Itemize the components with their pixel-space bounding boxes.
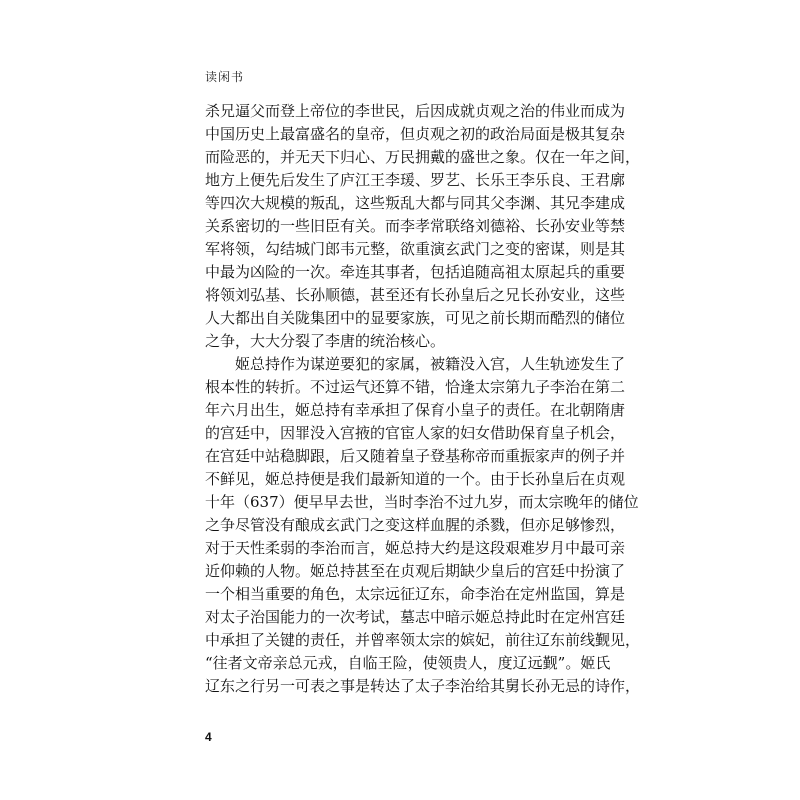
text-line: 将领刘弘基、长孙顺德，甚至还有长孙皇后之兄长孙安业，这些 bbox=[205, 286, 626, 304]
text-line: 中最为凶险的一次。牵连其事者，包括追随高祖太原起兵的重要 bbox=[205, 263, 626, 281]
text-line: 而险恶的，并无天下归心、万民拥戴的盛世之象。仅在一年之间， bbox=[205, 148, 641, 166]
text-line: 年六月出生，姬总持有幸承担了保育小皇子的责任。在北朝隋唐 bbox=[205, 401, 626, 419]
text-line: 之争，大大分裂了李唐的统治核心。 bbox=[205, 332, 446, 350]
text-line: 对于天性柔弱的李治而言，姬总持大约是这段艰难岁月中最可亲 bbox=[205, 539, 626, 557]
text-line: 辽东之行另一可表之事是转达了太子李治给其舅长孙无忌的诗作， bbox=[205, 677, 641, 695]
text-line: 军将领，勾结城门郎韦元整，欲重演玄武门之变的密谋，则是其 bbox=[205, 240, 626, 258]
text-line: 近仰赖的人物。姬总持甚至在贞观后期缺少皇后的宫廷中扮演了 bbox=[205, 562, 626, 580]
text-line: 杀兄逼父而登上帝位的李世民，后因成就贞观之治的伟业而成为 bbox=[205, 102, 626, 120]
text-line: 人大都出自关陇集团中的显要家族，可见之前长期而酷烈的储位 bbox=[205, 309, 626, 327]
text-line: 地方上便先后发生了庐江王李瑗、罗艺、长乐王李乐良、王君廓 bbox=[205, 171, 626, 189]
text-line: 在宫廷中站稳脚跟，后又随着皇子登基称帝而重振家声的例子并 bbox=[205, 447, 626, 465]
body-text bbox=[205, 100, 641, 698]
running-head-title: 读闲书 bbox=[205, 70, 245, 84]
text-line: 一个相当重要的角色，太宗远征辽东，命李治在定州监国，算是 bbox=[205, 585, 626, 603]
text-line: 根本性的转折。不过运气还算不错，恰逢太宗第九子李治在第二 bbox=[205, 378, 626, 396]
text-line: 的宫廷中，因罪没入宫掖的官宦人家的妇女借助保育皇子机会， bbox=[205, 424, 626, 442]
page-number: 4 bbox=[205, 730, 212, 744]
text-line: 不鲜见，姬总持便是我们最新知道的一个。由于长孙皇后在贞观 bbox=[205, 470, 626, 488]
text-line: 之争尽管没有酿成玄武门之变这样血腥的杀戮，但亦足够惨烈， bbox=[205, 516, 626, 534]
text-line: 中承担了关键的责任，并曾率领太宗的嫔妃，前往辽东前线觐见， bbox=[205, 631, 641, 649]
text-line: 十年（637）便早早去世，当时李治不过九岁，而太宗晚年的储位 bbox=[205, 493, 639, 511]
text-line: 等四次大规模的叛乱，这些叛乱大都与同其父李渊、其兄李建成 bbox=[205, 194, 626, 212]
text-line: “往者文帝亲总元戎，自临王险，使领贵人，度辽远觐”。姬氏 bbox=[205, 654, 611, 672]
text-line: 中国历史上最富盛名的皇帝，但贞观之初的政治局面是极其复杂 bbox=[205, 125, 626, 143]
text-line: 关系密切的一些旧臣有关。而李孝常联络刘德裕、长孙安业等禁 bbox=[205, 217, 626, 235]
text-line: 对太子治国能力的一次考试，墓志中暗示姬总持此时在定州宫廷 bbox=[205, 608, 626, 626]
text-line: 姬总持作为谋逆要犯的家属，被籍没入宫，人生轨迹发生了 bbox=[235, 355, 626, 373]
